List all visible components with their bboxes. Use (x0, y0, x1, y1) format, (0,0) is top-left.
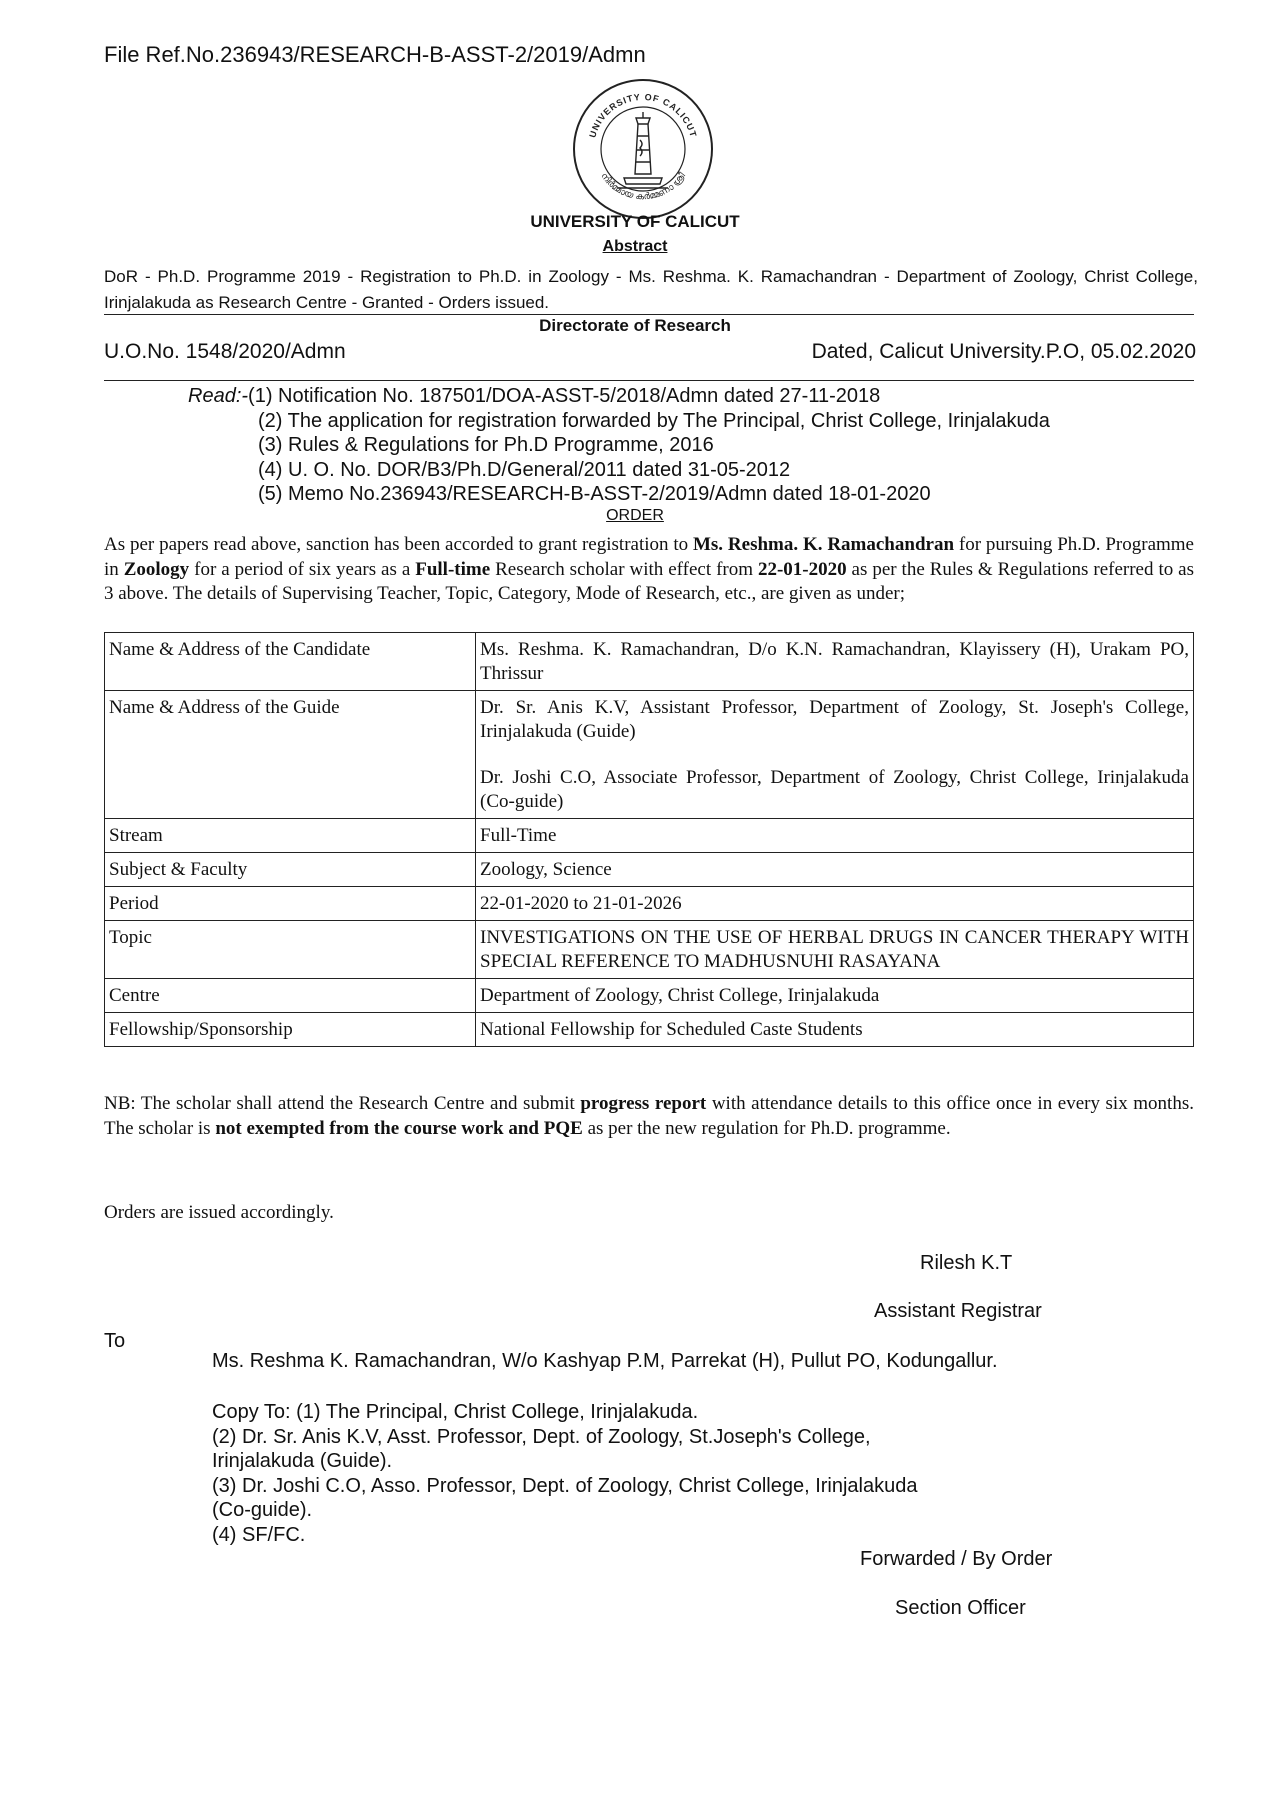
uo-number: U.O.No. 1548/2020/Admn (104, 340, 346, 363)
row-label: Subject & Faculty (105, 853, 476, 887)
row-value: Ms. Reshma. K. Ramachandran, D/o K.N. Ramachandran, Klayissery (H), Urakam PO, Thrissur (476, 633, 1194, 691)
list-item: (3) Dr. Joshi C.O, Asso. Professor, Dept. of Zoology, Christ College, Irinjalakuda (212, 1474, 918, 1497)
read-references (188, 384, 1050, 507)
read-item-4: (4) U. O. No. DOR/B3/Ph.D/General/2011 dated 31-05-2012 (258, 458, 791, 481)
study-mode: Full-time (415, 558, 491, 580)
guide-text: Dr. Sr. Anis K.V, Assistant Professor, Department of Zoology, St. Joseph's College, Irinjalakuda (Guide) (480, 697, 1189, 742)
registration-details-table (104, 632, 1194, 1047)
list-item: Copy To: (1) The Principal, Christ College, Irinjalakuda. (212, 1401, 699, 1423)
row-value (476, 691, 1194, 819)
table-row (105, 1013, 1194, 1047)
table-row (105, 853, 1194, 887)
row-value: National Fellowship for Scheduled Caste Students (476, 1013, 1194, 1047)
order-heading: ORDER (606, 507, 664, 524)
row-label: Name & Address of the Candidate (105, 633, 476, 691)
read-item-1: Read:-(1) Notification No. 187501/DOA-ASST-5/2018/Admn dated 27-11-2018 (188, 385, 881, 407)
nb-note: NB: The scholar shall attend the Research Centre and submit progress report with attendance details to this office once in every six months. The scholar is not exempted from the course work and PQE as per the new regulation for Ph.D. programme. (104, 1093, 1194, 1139)
read-item-5: (5) Memo No.236943/RESEARCH-B-ASST-2/2019/Admn dated 18-01-2020 (258, 483, 931, 505)
read-item-2: (2) The application for registration forwarded by The Principal, Christ College, Irinjalakuda (258, 409, 1050, 432)
row-label: Topic (105, 921, 476, 979)
row-value: Full-Time (476, 819, 1194, 853)
table-row (105, 979, 1194, 1013)
to-label: To (104, 1330, 126, 1352)
abstract-heading: Abstract (602, 238, 668, 255)
abstract-subject: DoR - Ph.D. Programme 2019 - Registration to Ph.D. in Zoology - Ms. Reshma. K. Ramachandran - Department of Zoology, Christ College, Irinjalakuda as Research Centre - Granted - Orders issued. (104, 267, 1198, 312)
table-row (105, 819, 1194, 853)
university-name: UNIVERSITY OF CALICUT (530, 212, 740, 231)
addressee: Ms. Reshma K. Ramachandran, W/o Kashyap P.M, Parrekat (H), Pullut PO, Kodungallur. (212, 1350, 998, 1372)
row-value: Zoology, Science (476, 853, 1194, 887)
coguide-text: Dr. Joshi C.O, Associate Professor, Department of Zoology, Christ College, Irinjalakuda (Co-guide) (480, 767, 1189, 812)
read-label: Read:- (188, 385, 249, 407)
row-label: Centre (105, 979, 476, 1013)
directorate-heading: Directorate of Research (539, 316, 731, 335)
row-value: INVESTIGATIONS ON THE USE OF HERBAL DRUGS IN CANCER THERAPY WITH SPECIAL REFERENCE TO MADHUSNUHI RASAYANA (476, 921, 1194, 979)
list-item: (Co-guide). (212, 1499, 313, 1521)
read-item-3: (3) Rules & Regulations for Ph.D Programme, 2016 (258, 434, 714, 456)
list-item: Irinjalakuda (Guide). (212, 1450, 393, 1472)
row-label: Fellowship/Sponsorship (105, 1013, 476, 1047)
row-label: Period (105, 887, 476, 921)
signer-name: Rilesh K.T (920, 1252, 1013, 1274)
subject-name: Zoology (123, 558, 190, 580)
signer-title: Assistant Registrar (874, 1300, 1042, 1322)
copy-to-list (212, 1400, 917, 1547)
list-item: (2) Dr. Sr. Anis K.V, Asst. Professor, Dept. of Zoology, St.Joseph's College, (212, 1425, 871, 1448)
svg-text:UNIVERSITY OF CALICUT: UNIVERSITY OF CALICUT (587, 91, 699, 139)
closing-line: Orders are issued accordingly. (104, 1202, 334, 1223)
divider-bottom (104, 380, 1194, 381)
divider-top (104, 314, 1194, 315)
order-intro-paragraph: As per papers read above, sanction has been accorded to grant registration to Ms. Reshma. K. Ramachandran for pursuing Ph.D. Programme in Zoology for a period of six years as a Full-time Research scholar with effect from 22-01-2020 as per the Rules & Regulations referred to as 3 above. The details of Supervising Teacher, Topic, Category, Mode of Research, etc., are given as under; (104, 534, 1194, 604)
svg-text:നിർമ്മായ കർമ്മണാ ശ്രീ: നിർമ്മായ കർമ്മണാ ശ്രീ (598, 171, 688, 203)
row-label: Stream (105, 819, 476, 853)
row-label: Name & Address of the Guide (105, 691, 476, 819)
university-seal-logo (572, 78, 714, 220)
effective-date: 22-01-2020 (757, 558, 847, 580)
dated-line: Dated, Calicut University.P.O, 05.02.2020 (811, 340, 1196, 363)
table-row (105, 887, 1194, 921)
table-row (105, 691, 1194, 819)
file-reference: File Ref.No.236943/RESEARCH-B-ASST-2/2019/Admn (104, 42, 646, 67)
table-row (105, 633, 1194, 691)
list-item: (4) SF/FC. (212, 1523, 306, 1546)
forwarded-by-order: Forwarded / By Order (860, 1548, 1053, 1570)
table-row (105, 921, 1194, 979)
section-officer: Section Officer (895, 1597, 1026, 1619)
row-value: Department of Zoology, Christ College, Irinjalakuda (476, 979, 1194, 1013)
row-value: 22-01-2020 to 21-01-2026 (476, 887, 1194, 921)
candidate-name: Ms. Reshma. K. Ramachandran (692, 534, 955, 555)
